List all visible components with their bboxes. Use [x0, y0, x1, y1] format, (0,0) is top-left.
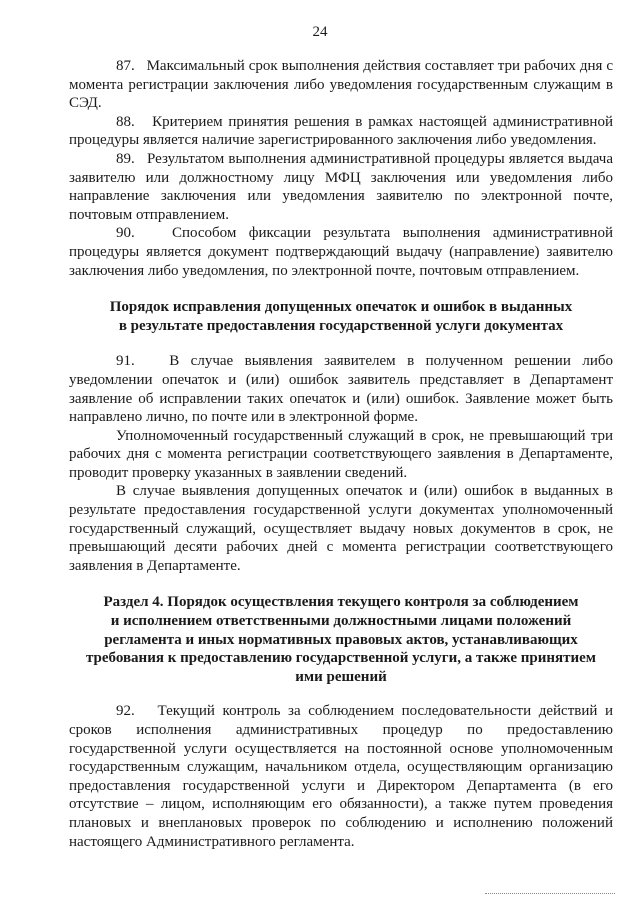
spacer — [69, 686, 613, 702]
paragraph-92: 92. Текущий контроль за соблюдением последовательности действий и сроков исполнения административных процедур по предоставлению государственной услуги осуществляется на постоянной основе уполномоченным государственным служащим, начальником отдела, осуществляющим организацию предоставления государственной услуги и Директором Департамента (в его отсутствие – лицом, исполняющим его обязанности), а также путем проведения плановых и внеплановых проверок по соблюдению и исполнению положений настоящего Административного регламента. — [69, 703, 613, 850]
paragraph-89: 89. Результатом выполнения административной процедуры является выдача заявителю или должностному лицу МФЦ заключения или уведомления либо направление заключения или уведомления заявителю по электронной почте, почтовым отправлением. — [69, 150, 613, 223]
spacer — [69, 335, 613, 352]
paragraph-91-check: Уполномоченный государственный служащий в срок, не превышающий три рабочих дня с момента регистрации соответствующего заявления в Департаменте, проводит проверку указанных в заявлении сведений. — [69, 427, 613, 481]
section-heading-control — [69, 593, 613, 686]
section-heading-corrections — [69, 298, 613, 335]
footer-rule — [485, 893, 615, 894]
spacer — [69, 575, 613, 593]
paragraph-91: 91. В случае выявления заявителем в полученном решении либо уведомлении опечаток и (или) ошибок заявитель представляет в Департамент заявление об исправлении таких опечаток и (или) ошибок. Заявление может быть направлено лично, по почте или в электронной форме. — [69, 353, 613, 426]
document-body — [69, 57, 613, 851]
paragraph-91-reissue: В случае выявления допущенных опечаток и (или) ошибок в выданных в результате предоставления государственной услуги документах уполномоченный государственный служащий, осуществляет выдачу новых документов в срок, не превышающий десяти рабочих дней с момента регистрации соответствующего заявления в Департаменте. — [69, 483, 613, 574]
heading-line: Порядок исправления допущенных опечаток и ошибок в выданных — [109, 299, 573, 316]
heading-line: и исполнением ответственными должностными лицами положений — [110, 613, 572, 630]
heading-line: регламента и иных нормативных правовых актов, устанавливающих — [104, 631, 578, 648]
paragraph-90: 90. Способом фиксации результата выполнения административной процедуры является документ подтверждающий выдачу (направление) заявителю заключения либо уведомления, по электронной почте, почтовым отправлением. — [69, 225, 613, 279]
heading-line: в результате предоставления государственной услуги документах — [118, 317, 564, 334]
heading-line: Раздел 4. Порядок осуществления текущего контроля за соблюдением — [103, 594, 579, 611]
heading-line: требования к предоставлению государственной услуги, а также принятием — [85, 650, 597, 667]
page-number: 24 — [312, 24, 328, 40]
paragraph-88: 88. Критерием принятия решения в рамках настоящей административной процедуры является наличие зарегистрированного заключения либо уведомления. — [69, 113, 613, 149]
heading-line: ими решений — [295, 668, 387, 685]
spacer — [69, 280, 613, 298]
paragraph-87: 87. Максимальный срок выполнения действия составляет три рабочих дня с момента регистрации заключения либо уведомления государственным служащим в СЭД. — [69, 58, 613, 112]
